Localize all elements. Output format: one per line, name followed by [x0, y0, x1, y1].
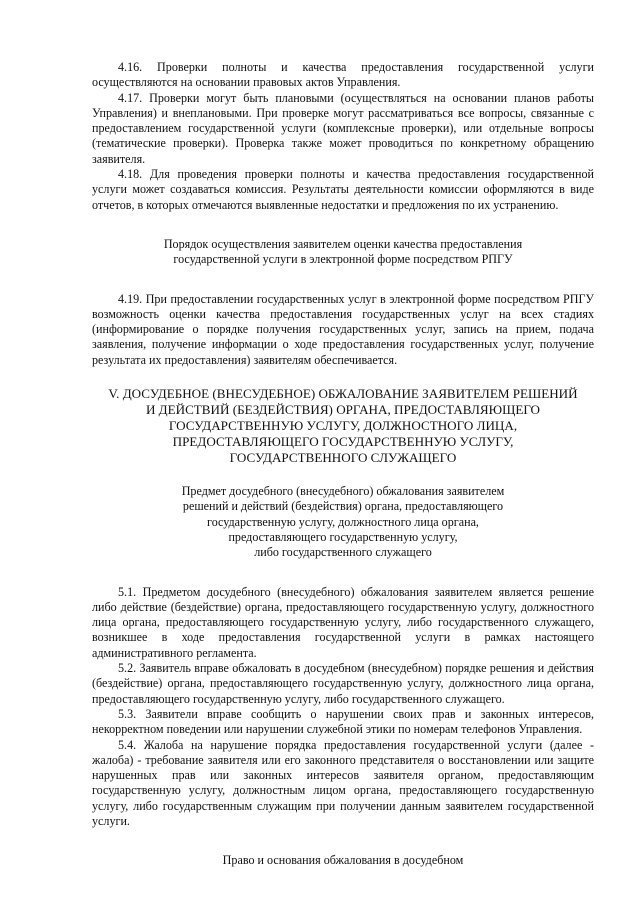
section-heading-line: ГОСУДАРСТВЕННУЮ УСЛУГУ, ДОЛЖНОСТНОГО ЛИЦА,	[168, 418, 518, 434]
paragraph-4-18: 4.18. Для проведения проверки полноты и качества предоставления государственной услуги может создаваться комиссия. Результаты деятельности комиссии оформляются в виде отчетов, в которых отмечаются выявленные недостатки и предложения по их устранению.	[92, 167, 594, 212]
subject-heading-line: предоставляющего государственную услугу,	[228, 529, 458, 544]
paragraph-5-3: 5.3. Заявители вправе сообщить о нарушении своих прав и законных интересов, некорректном поведении или нарушении служебной этики по номерам телефонов Управления.	[92, 706, 594, 737]
subject-heading-line: либо государственного служащего	[254, 545, 432, 560]
subject-heading	[92, 484, 594, 560]
paragraph-5-2: 5.2. Заявитель вправе обжаловать в досудебном (внесудебном) порядке решения и действия (бездействие) органа, предоставляющего государственную услугу, должностного лица органа, предоставляющего государственную услугу, либо государственного служащего.	[92, 661, 594, 706]
subject-heading-line: Предмет досудебного (внесудебного) обжалования заявителем	[181, 484, 505, 499]
heading-rpgu-evaluation	[92, 237, 594, 268]
bottom-heading: Право и основания обжалования в досудебном	[222, 853, 464, 868]
paragraph-5-4: 5.4. Жалоба на нарушение порядка предоставления государственной услуги (далее - жалоба) - требование заявителя или его законного представителя о восстановлении или защите нарушенных прав или законных интересов заявителя органом, предоставляющим государственную услугу, должностным лицом органа, предоставляющего государственную услугу, либо государственным служащим при получении данным заявителем государственной услуги.	[92, 737, 594, 828]
paragraph-4-17: 4.17. Проверки могут быть плановыми (осуществляться на основании планов работы Управления) и внеплановыми. При проверке могут рассматриваться все вопросы, связанные с предоставлением государственной услуги (комплексные проверки), или отдельные вопросы (тематические проверки). Проверка также может проводиться по конкретному обращению заявителя.	[92, 90, 594, 166]
paragraph-4-16: 4.16. Проверки полноты и качества предоставления государственной услуги осуществляются на основании правовых актов Управления.	[92, 60, 594, 90]
section-heading-line: ПРЕДОСТАВЛЯЮЩЕГО ГОСУДАРСТВЕННУЮ УСЛУГУ,	[172, 434, 514, 450]
section-heading-line: ГОСУДАРСТВЕННОГО СЛУЖАЩЕГО	[229, 450, 457, 466]
section-heading-line: И ДЕЙСТВИЙ (БЕЗДЕЙСТВИЯ) ОРГАНА, ПРЕДОСТАВЛЯЮЩЕГО	[145, 402, 541, 418]
section-heading-line: V. ДОСУДЕБНОЕ (ВНЕСУДЕБНОЕ) ОБЖАЛОВАНИЕ ЗАЯВИТЕЛЕМ РЕШЕНИЙ	[108, 386, 578, 402]
heading-line: государственной услуги в электронной форме посредством РПГУ	[173, 252, 513, 267]
paragraph-4-19: 4.19. При предоставлении государственных услуг в электронной форме посредством РПГУ возможность оценки качества предоставления государственных услуг на всех стадиях (информирование о порядке получения государственных услуг, запись на прием, подача заявления, получение информации о ходе предоставления государственных услуг, получение результата их предоставления) заявителям обеспечивается.	[92, 291, 594, 367]
subject-heading-line: решений и действий (бездействия) органа, предоставляющего	[182, 499, 504, 514]
paragraph-5-1: 5.1. Предметом досудебного (внесудебного) обжалования заявителем является решение либо действие (бездействие) органа, предоставляющего государственную услугу, должностного лица органа, предоставляющего государственную услугу, либо государственного служащего, возникшее в ходе предоставления государственной услуги в рамках настоящего административного регламента.	[92, 584, 594, 660]
section-v-heading	[92, 386, 594, 466]
subject-heading-line: государственную услугу, должностного лица органа,	[207, 514, 479, 529]
heading-line: Порядок осуществления заявителем оценки качества предоставления	[163, 236, 523, 251]
